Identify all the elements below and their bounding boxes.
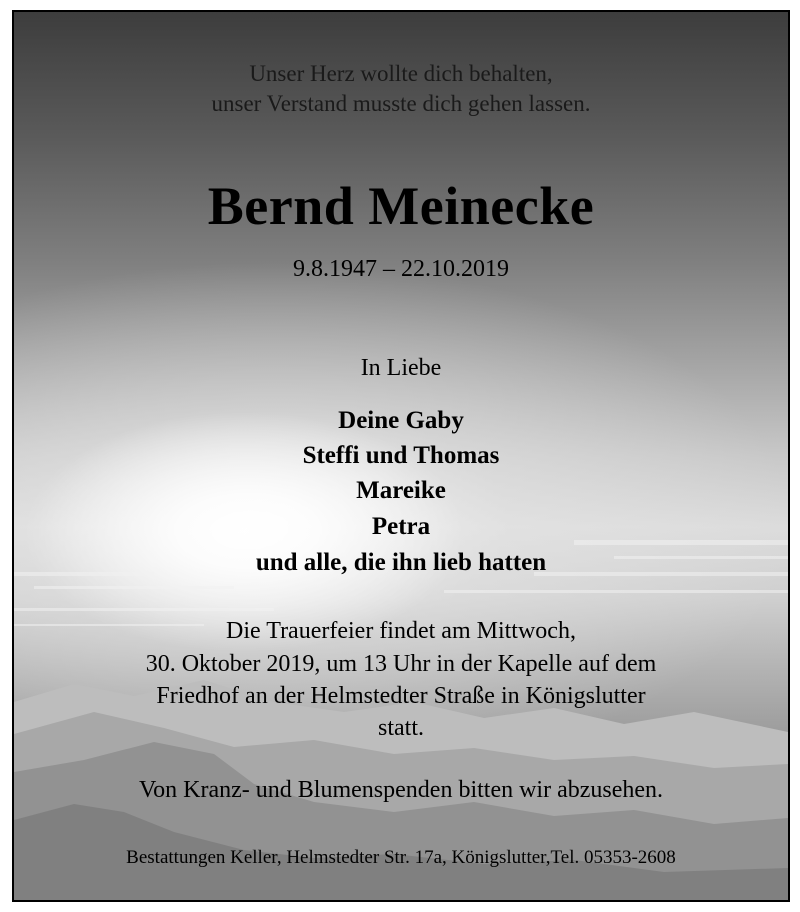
mourner-name: Petra — [371, 513, 431, 540]
ceremony-line: Friedhof an der Helmstedter Straße in Königslutter — [156, 683, 646, 709]
deceased-name: Bernd Meinecke — [207, 176, 595, 236]
mourner-name: und alle, die ihn lieb hatten — [255, 549, 547, 576]
mourner-name: Mareike — [356, 477, 446, 504]
mourner-name: Deine Gaby — [338, 407, 464, 434]
mourner-name: Steffi und Thomas — [302, 442, 500, 469]
ceremony-line: 30. Oktober 2019, um 13 Uhr in der Kapelle auf dem — [145, 651, 657, 677]
in-love-intro: In Liebe — [360, 355, 442, 381]
funeral-home-footer: Bestattungen Keller, Helmstedter Str. 17a, Königslutter,Tel. 05353-2608 — [126, 847, 676, 868]
ceremony-line: statt. — [378, 715, 424, 741]
flower-donation-request: Von Kranz- und Blumenspenden bitten wir abzusehen. — [138, 777, 664, 803]
obituary-notice — [12, 10, 790, 902]
ceremony-line: Die Trauerfeier findet am Mittwoch, — [226, 618, 576, 644]
life-dates: 9.8.1947 – 22.10.2019 — [293, 256, 509, 282]
quote-line-2: unser Verstand musste dich gehen lassen. — [211, 91, 591, 116]
quote-line-1: Unser Herz wollte dich behalten, — [249, 61, 553, 86]
